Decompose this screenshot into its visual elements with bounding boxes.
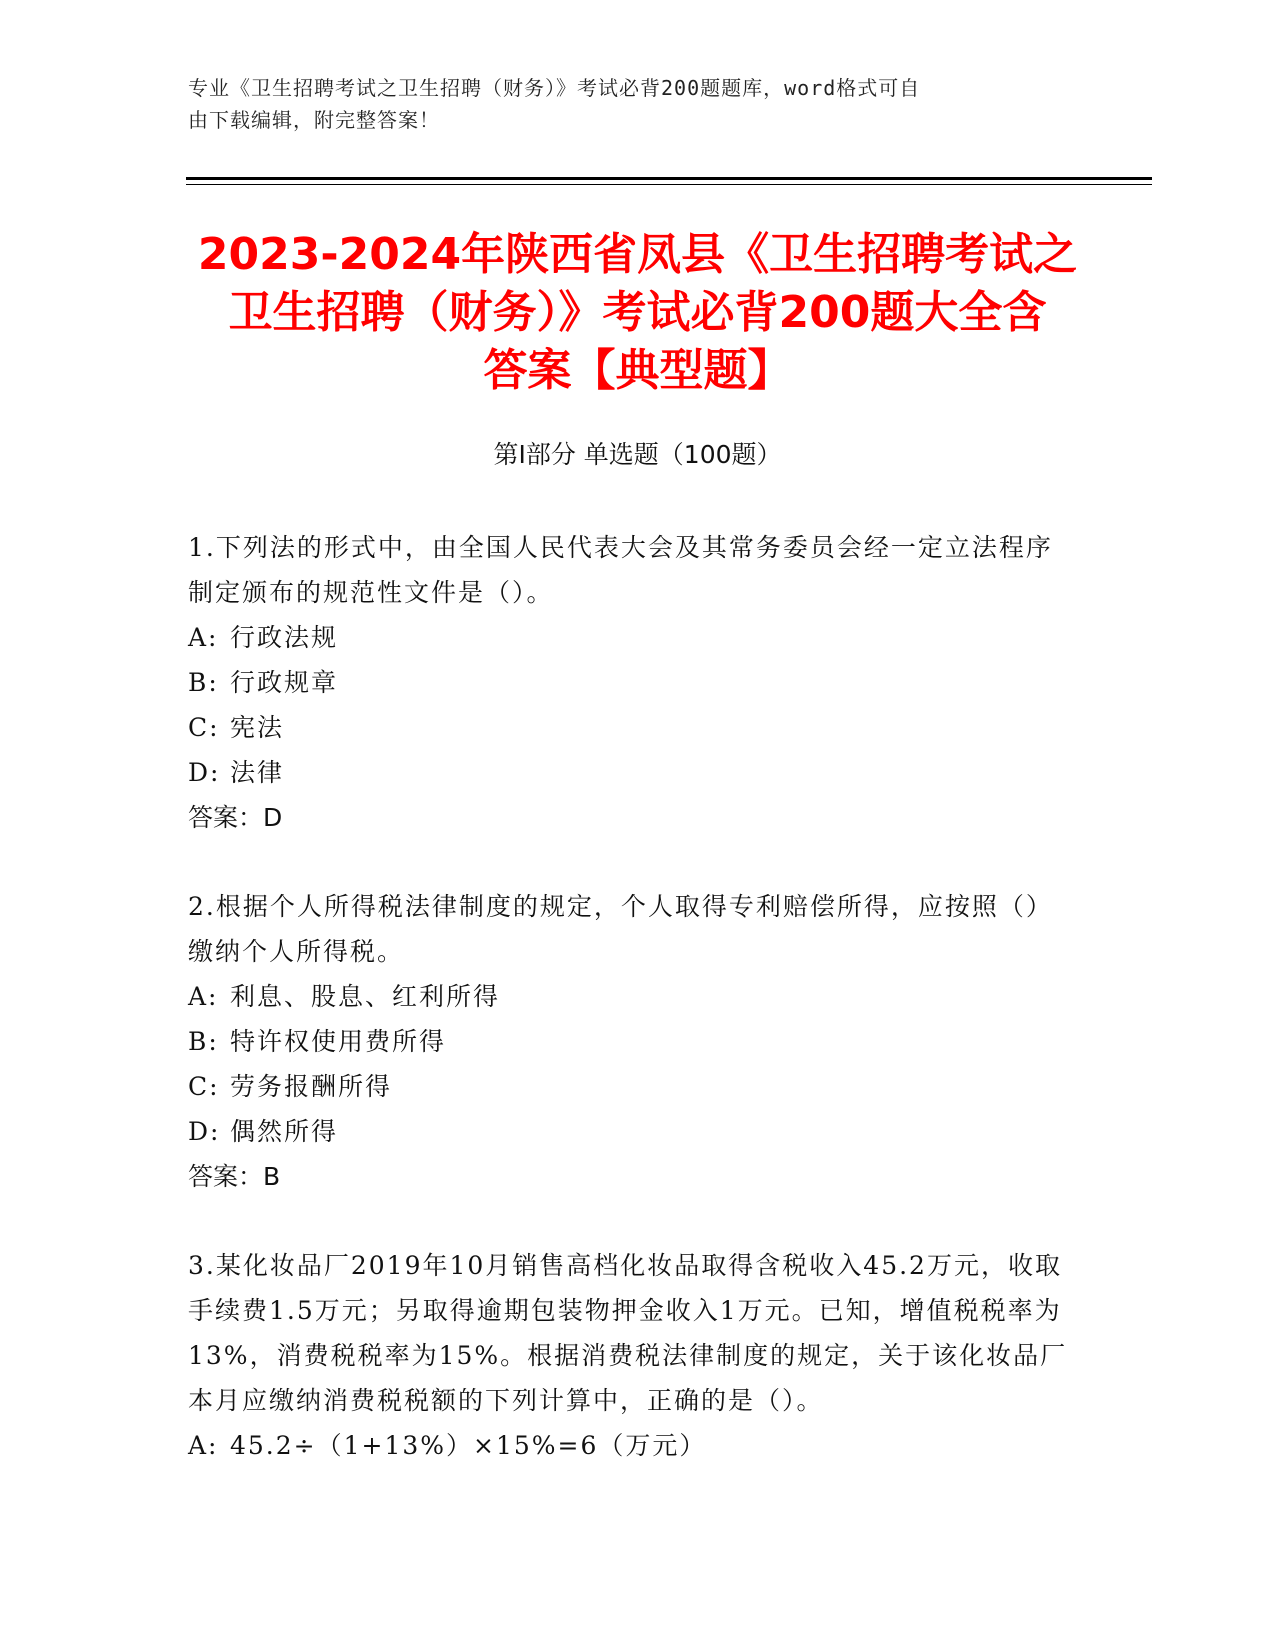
document-title bbox=[150, 226, 1125, 400]
section-title: 第I部分 单选题（100题） bbox=[493, 440, 782, 469]
question-3 bbox=[188, 1243, 1068, 1468]
header-note-line-1: 专业《卫生招聘考试之卫生招聘（财务）》考试必背200题题库，word格式可自 bbox=[188, 76, 921, 100]
question-option-c bbox=[188, 1064, 1068, 1109]
option-key: B: bbox=[188, 1027, 219, 1056]
question-option-a bbox=[188, 1423, 1068, 1468]
option-text: 宪法 bbox=[230, 713, 285, 742]
document-title-line-3: 答案【典型题】 bbox=[483, 345, 792, 396]
option-key: A: bbox=[188, 623, 219, 652]
header-divider-thick bbox=[186, 177, 1152, 180]
question-option-a bbox=[188, 615, 1068, 660]
option-text: 特许权使用费所得 bbox=[230, 1027, 447, 1056]
question-list bbox=[188, 525, 1068, 1512]
document-title-line-2: 卫生招聘（财务）》考试必背200题大全含 bbox=[228, 287, 1047, 338]
header-note bbox=[188, 72, 1068, 136]
option-key: D: bbox=[188, 1117, 221, 1146]
option-text: 劳务报酬所得 bbox=[230, 1072, 393, 1101]
option-key: C: bbox=[188, 713, 220, 742]
question-option-c bbox=[188, 705, 1068, 750]
question-stem: 2.根据个人所得税法律制度的规定，个人取得专利赔偿所得，应按照（）缴纳个人所得税。 bbox=[188, 892, 1053, 966]
option-key: B: bbox=[188, 668, 219, 697]
header-divider-thin bbox=[186, 184, 1152, 185]
question-option-a bbox=[188, 974, 1068, 1019]
question-answer: 答案：D bbox=[188, 803, 283, 832]
question-answer: 答案：B bbox=[188, 1162, 281, 1191]
header-note-line-2: 由下载编辑，附完整答案！ bbox=[188, 108, 440, 132]
question-stem: 1.下列法的形式中，由全国人民代表大会及其常务委员会经一定立法程序制定颁布的规范性文件是（）。 bbox=[188, 533, 1053, 607]
question-2 bbox=[188, 884, 1068, 1199]
question-1 bbox=[188, 525, 1068, 840]
question-stem: 3.某化妆品厂2019年10月销售高档化妆品取得含税收入45.2万元，收取手续费1.5万元；另取得逾期包装物押金收入1万元。已知，增值税税率为13%，消费税税率为15%。根据消费税法律制度的规定，关于该化妆品厂本月应缴纳消费税税额的下列计算中，正确的是（）。 bbox=[188, 1251, 1068, 1415]
question-option-b bbox=[188, 660, 1068, 705]
option-key: A: bbox=[188, 1431, 219, 1460]
option-text: 45.2÷（1+13%）×15%=6（万元） bbox=[230, 1431, 707, 1460]
option-text: 行政法规 bbox=[230, 623, 339, 652]
document-title-line-1: 2023-2024年陕西省凤县《卫生招聘考试之 bbox=[197, 229, 1078, 280]
option-key: D: bbox=[188, 758, 221, 787]
option-text: 偶然所得 bbox=[230, 1117, 339, 1146]
option-key: A: bbox=[188, 982, 219, 1011]
question-option-d bbox=[188, 750, 1068, 795]
option-text: 行政规章 bbox=[230, 668, 339, 697]
question-option-d bbox=[188, 1109, 1068, 1154]
option-key: C: bbox=[188, 1072, 220, 1101]
option-text: 利息、股息、红利所得 bbox=[230, 982, 501, 1011]
question-option-b bbox=[188, 1019, 1068, 1064]
option-text: 法律 bbox=[230, 758, 285, 787]
